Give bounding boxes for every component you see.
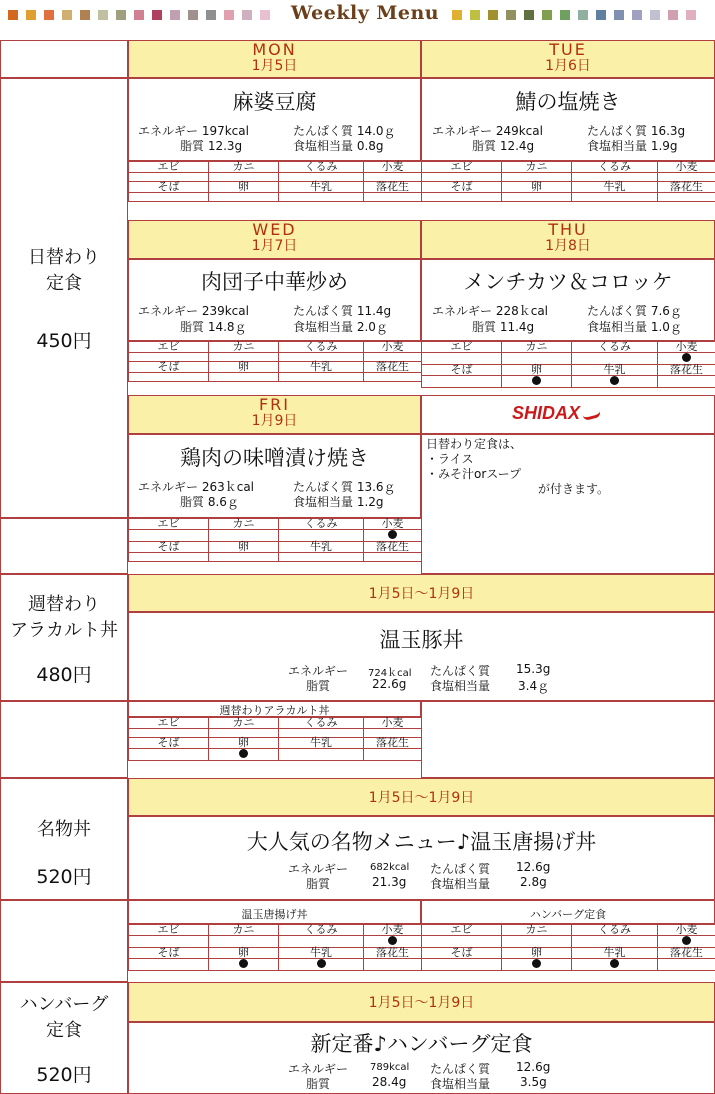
color-square [524,10,534,20]
dish-name: 麻婆豆腐 [232,90,317,114]
allergen-soba: そば [422,182,502,193]
color-square [560,10,570,20]
dish-name: 鯖の塩焼き [515,90,621,114]
salt: 食塩相当量 1.9g [587,139,678,153]
fat: 脂質 8.6ｇ [180,495,239,509]
allergen-dot [610,959,619,968]
allergen-walnut: くるみ [279,925,364,936]
allergen-soba: そば [129,738,209,749]
day-header-fri: FRI 1月9日 [128,395,421,434]
allergen-shrimp: エビ [422,342,502,353]
allergen-milk: 牛乳 [572,182,658,193]
allergen-wheat: 小麦 [364,519,422,530]
allergen-egg: 卵 [502,948,572,959]
shidax-logo: SHIDAX [512,403,601,424]
fat-value: 28.4g [372,1075,407,1089]
allergen-crab: カニ [209,162,279,173]
allergen-shrimp: エビ [422,162,502,173]
allergen-dot [532,376,541,385]
hamburg-label: ハンバーグ 定食 [19,994,109,1041]
fat: 脂質 14.8ｇ [180,320,247,334]
allergen-table [128,924,422,971]
allergen-dot [610,376,619,385]
day-header-mon: MON 1月5日 [128,40,421,78]
energy: エネルギー 228ｋcal [432,304,549,318]
protein: たんぱく質 16.3g [587,124,686,138]
allergen-walnut: くるみ [572,925,658,936]
allergen-crab: カニ [209,342,279,353]
salt-label: 食塩相当量 [430,1077,491,1091]
allergen-shrimp: エビ [422,925,502,936]
allergen-egg: 卵 [209,182,279,193]
color-square [452,10,462,20]
allergen-caption: 週替わりアラカルト丼 [219,704,330,717]
protein-label: たんぱく質 [430,664,491,678]
allergen-peanut: 落花生 [364,542,422,553]
salt-label: 食塩相当量 [430,877,491,891]
protein-label: たんぱく質 [430,1062,491,1076]
allergen-wheat: 小麦 [364,162,422,173]
weekly-date-range: 1月5日～1月9日 [128,574,715,612]
blank-cell [421,701,715,778]
dish-name: 鶏肉の味噌漬け焼き [180,446,369,470]
allergen-crab: カニ [209,925,279,936]
color-square [188,10,198,20]
blank-cell [0,518,128,574]
daily-note: 日替わり定食は、 ・ライス ・みそ汁orスープ が付きます。 [426,437,610,496]
color-square [632,10,642,20]
allergen-crab: カニ [502,342,572,353]
allergen-shrimp: エビ [129,718,209,729]
allergen-soba: そば [129,948,209,959]
daily-label-cell [0,78,128,518]
color-square [8,10,18,20]
energy-value: 724ｋcal [368,668,412,679]
color-square [470,10,480,20]
protein-value: 15.3g [516,662,551,676]
allergen-egg: 卵 [209,362,279,373]
allergen-table [421,341,715,388]
allergen-peanut: 落花生 [658,182,715,193]
allergen-peanut: 落花生 [364,182,422,193]
allergen-table [128,341,422,382]
allergen-table [128,717,422,761]
allergen-table [421,161,715,202]
allergen-wheat: 小麦 [658,925,715,936]
allergen-crab: カニ [209,718,279,729]
color-square [152,10,162,20]
allergen-wheat: 小麦 [658,342,715,353]
blank-cell [0,40,128,78]
allergen-wheat: 小麦 [364,718,422,729]
allergen-dot [239,749,248,758]
hamburg-date-range: 1月5日～1月9日 [128,982,715,1022]
color-square [134,10,144,20]
color-square [578,10,588,20]
meibutsu-date-range: 1月5日～1月9日 [128,778,715,816]
allergen-caption: 温玉唐揚げ丼 [241,908,308,921]
salt: 食塩相当量 1.2g [293,495,384,509]
color-square [260,10,270,20]
blank-cell [0,900,128,982]
allergen-peanut: 落花生 [658,948,715,959]
protein-value: 12.6g [516,860,551,874]
allergen-milk: 牛乳 [572,365,658,376]
allergen-soba: そば [422,948,502,959]
allergen-dot [532,959,541,968]
allergen-crab: カニ [502,925,572,936]
fat-label: 脂質 [306,1077,331,1091]
allergen-milk: 牛乳 [279,542,364,553]
allergen-milk: 牛乳 [279,948,364,959]
color-square [614,10,624,20]
weekly-price: 480円 [36,664,92,686]
energy-label: エネルギー [288,664,349,678]
allergen-dot [239,959,248,968]
fat: 脂質 12.3g [180,139,243,153]
allergen-crab: カニ [209,519,279,530]
color-square [116,10,126,20]
allergen-soba: そば [129,182,209,193]
fat: 脂質 11.4g [472,320,535,334]
allergen-wheat: 小麦 [364,342,422,353]
allergen-crab: カニ [502,162,572,173]
fat-value: 21.3g [372,875,407,889]
color-square [242,10,252,20]
allergen-milk: 牛乳 [279,182,364,193]
energy-value: 682kcal [370,862,410,873]
energy-value: 789kcal [370,1062,410,1073]
allergen-table [128,518,422,562]
allergen-egg: 卵 [209,738,279,749]
color-square [668,10,678,20]
allergen-peanut: 落花生 [364,738,422,749]
allergen-peanut: 落花生 [658,365,715,376]
allergen-shrimp: エビ [129,162,209,173]
energy-label: エネルギー [288,862,349,876]
allergen-egg: 卵 [209,542,279,553]
energy: エネルギー 263ｋcal [138,480,255,494]
dish-name: メンチカツ＆コロッケ [463,270,673,294]
color-square [542,10,552,20]
blank-cell [0,701,128,778]
allergen-walnut: くるみ [572,342,658,353]
allergen-egg: 卵 [209,948,279,959]
salt: 食塩相当量 2.0ｇ [293,320,388,334]
day-header-wed: WED 1月7日 [128,220,421,259]
color-square [44,10,54,20]
logo-swoosh-icon [583,411,602,421]
color-square [62,10,72,20]
allergen-egg: 卵 [502,365,572,376]
allergen-egg: 卵 [502,182,572,193]
energy: エネルギー 239kcal [138,304,249,318]
meibutsu-label: 名物丼 [37,819,91,840]
allergen-peanut: 落花生 [364,948,422,959]
daily-price: 450円 [36,330,92,352]
allergen-wheat: 小麦 [364,925,422,936]
color-square [506,10,516,20]
hamburg-price: 520円 [36,1064,92,1086]
protein: たんぱく質 11.4g [293,304,392,318]
allergen-caption: ハンバーグ定食 [529,908,607,921]
salt: 食塩相当量 1.0ｇ [587,320,682,334]
color-square [80,10,90,20]
dish-name: 新定番♪ハンバーグ定食 [310,1032,533,1056]
protein-value: 12.6g [516,1060,551,1074]
fat-label: 脂質 [306,679,331,693]
salt-value: 2.8g [520,875,547,889]
fat-label: 脂質 [306,877,331,891]
allergen-dot [317,959,326,968]
allergen-shrimp: エビ [129,925,209,936]
color-square [650,10,660,20]
energy: エネルギー 197kcal [138,124,249,138]
allergen-dot [682,353,691,362]
weekly-label: 週替わり アラカルト丼 [10,594,118,641]
dish-name: 大人気の名物メニュー♪温玉唐揚げ丼 [246,830,597,854]
color-square [170,10,180,20]
allergen-shrimp: エビ [129,342,209,353]
allergen-walnut: くるみ [572,162,658,173]
protein: たんぱく質 13.6ｇ [293,480,396,494]
allergen-milk: 牛乳 [279,738,364,749]
allergen-dot [682,936,691,945]
meibutsu-price: 520円 [36,866,92,888]
allergen-soba: そば [129,542,209,553]
allergen-walnut: くるみ [279,342,364,353]
protein: たんぱく質 7.6ｇ [587,304,682,318]
color-square [488,10,498,20]
protein: たんぱく質 14.0ｇ [293,124,396,138]
fat: 脂質 12.4g [472,139,535,153]
allergen-table [128,161,422,202]
color-square [686,10,696,20]
allergen-walnut: くるみ [279,718,364,729]
page-title: Weekly Menu [290,2,440,24]
salt-value: 3.4ｇ [518,679,550,693]
dish-name: 温玉豚丼 [379,628,464,652]
allergen-soba: そば [422,365,502,376]
salt-value: 3.5g [520,1075,547,1089]
allergen-walnut: くるみ [279,519,364,530]
energy-label: エネルギー [288,1062,349,1076]
color-square [596,10,606,20]
day-header-thu: THU 1月8日 [421,220,715,259]
allergen-table [421,924,715,971]
allergen-peanut: 落花生 [364,362,422,373]
dish-name: 肉団子中華炒め [201,270,348,294]
color-square [98,10,108,20]
salt-label: 食塩相当量 [430,679,491,693]
allergen-milk: 牛乳 [572,948,658,959]
allergen-shrimp: エビ [129,519,209,530]
allergen-walnut: くるみ [279,162,364,173]
allergen-milk: 牛乳 [279,362,364,373]
day-header-tue: TUE 1月6日 [421,40,715,78]
protein-label: たんぱく質 [430,862,491,876]
salt: 食塩相当量 0.8g [293,139,384,153]
allergen-dot [388,936,397,945]
color-square [26,10,36,20]
energy: エネルギー 249kcal [432,124,543,138]
fat-value: 22.6g [372,677,407,691]
color-square [206,10,216,20]
daily-label: 日替わり 定食 [28,247,100,294]
allergen-wheat: 小麦 [658,162,715,173]
allergen-soba: そば [129,362,209,373]
color-square [224,10,234,20]
allergen-dot [388,530,397,539]
